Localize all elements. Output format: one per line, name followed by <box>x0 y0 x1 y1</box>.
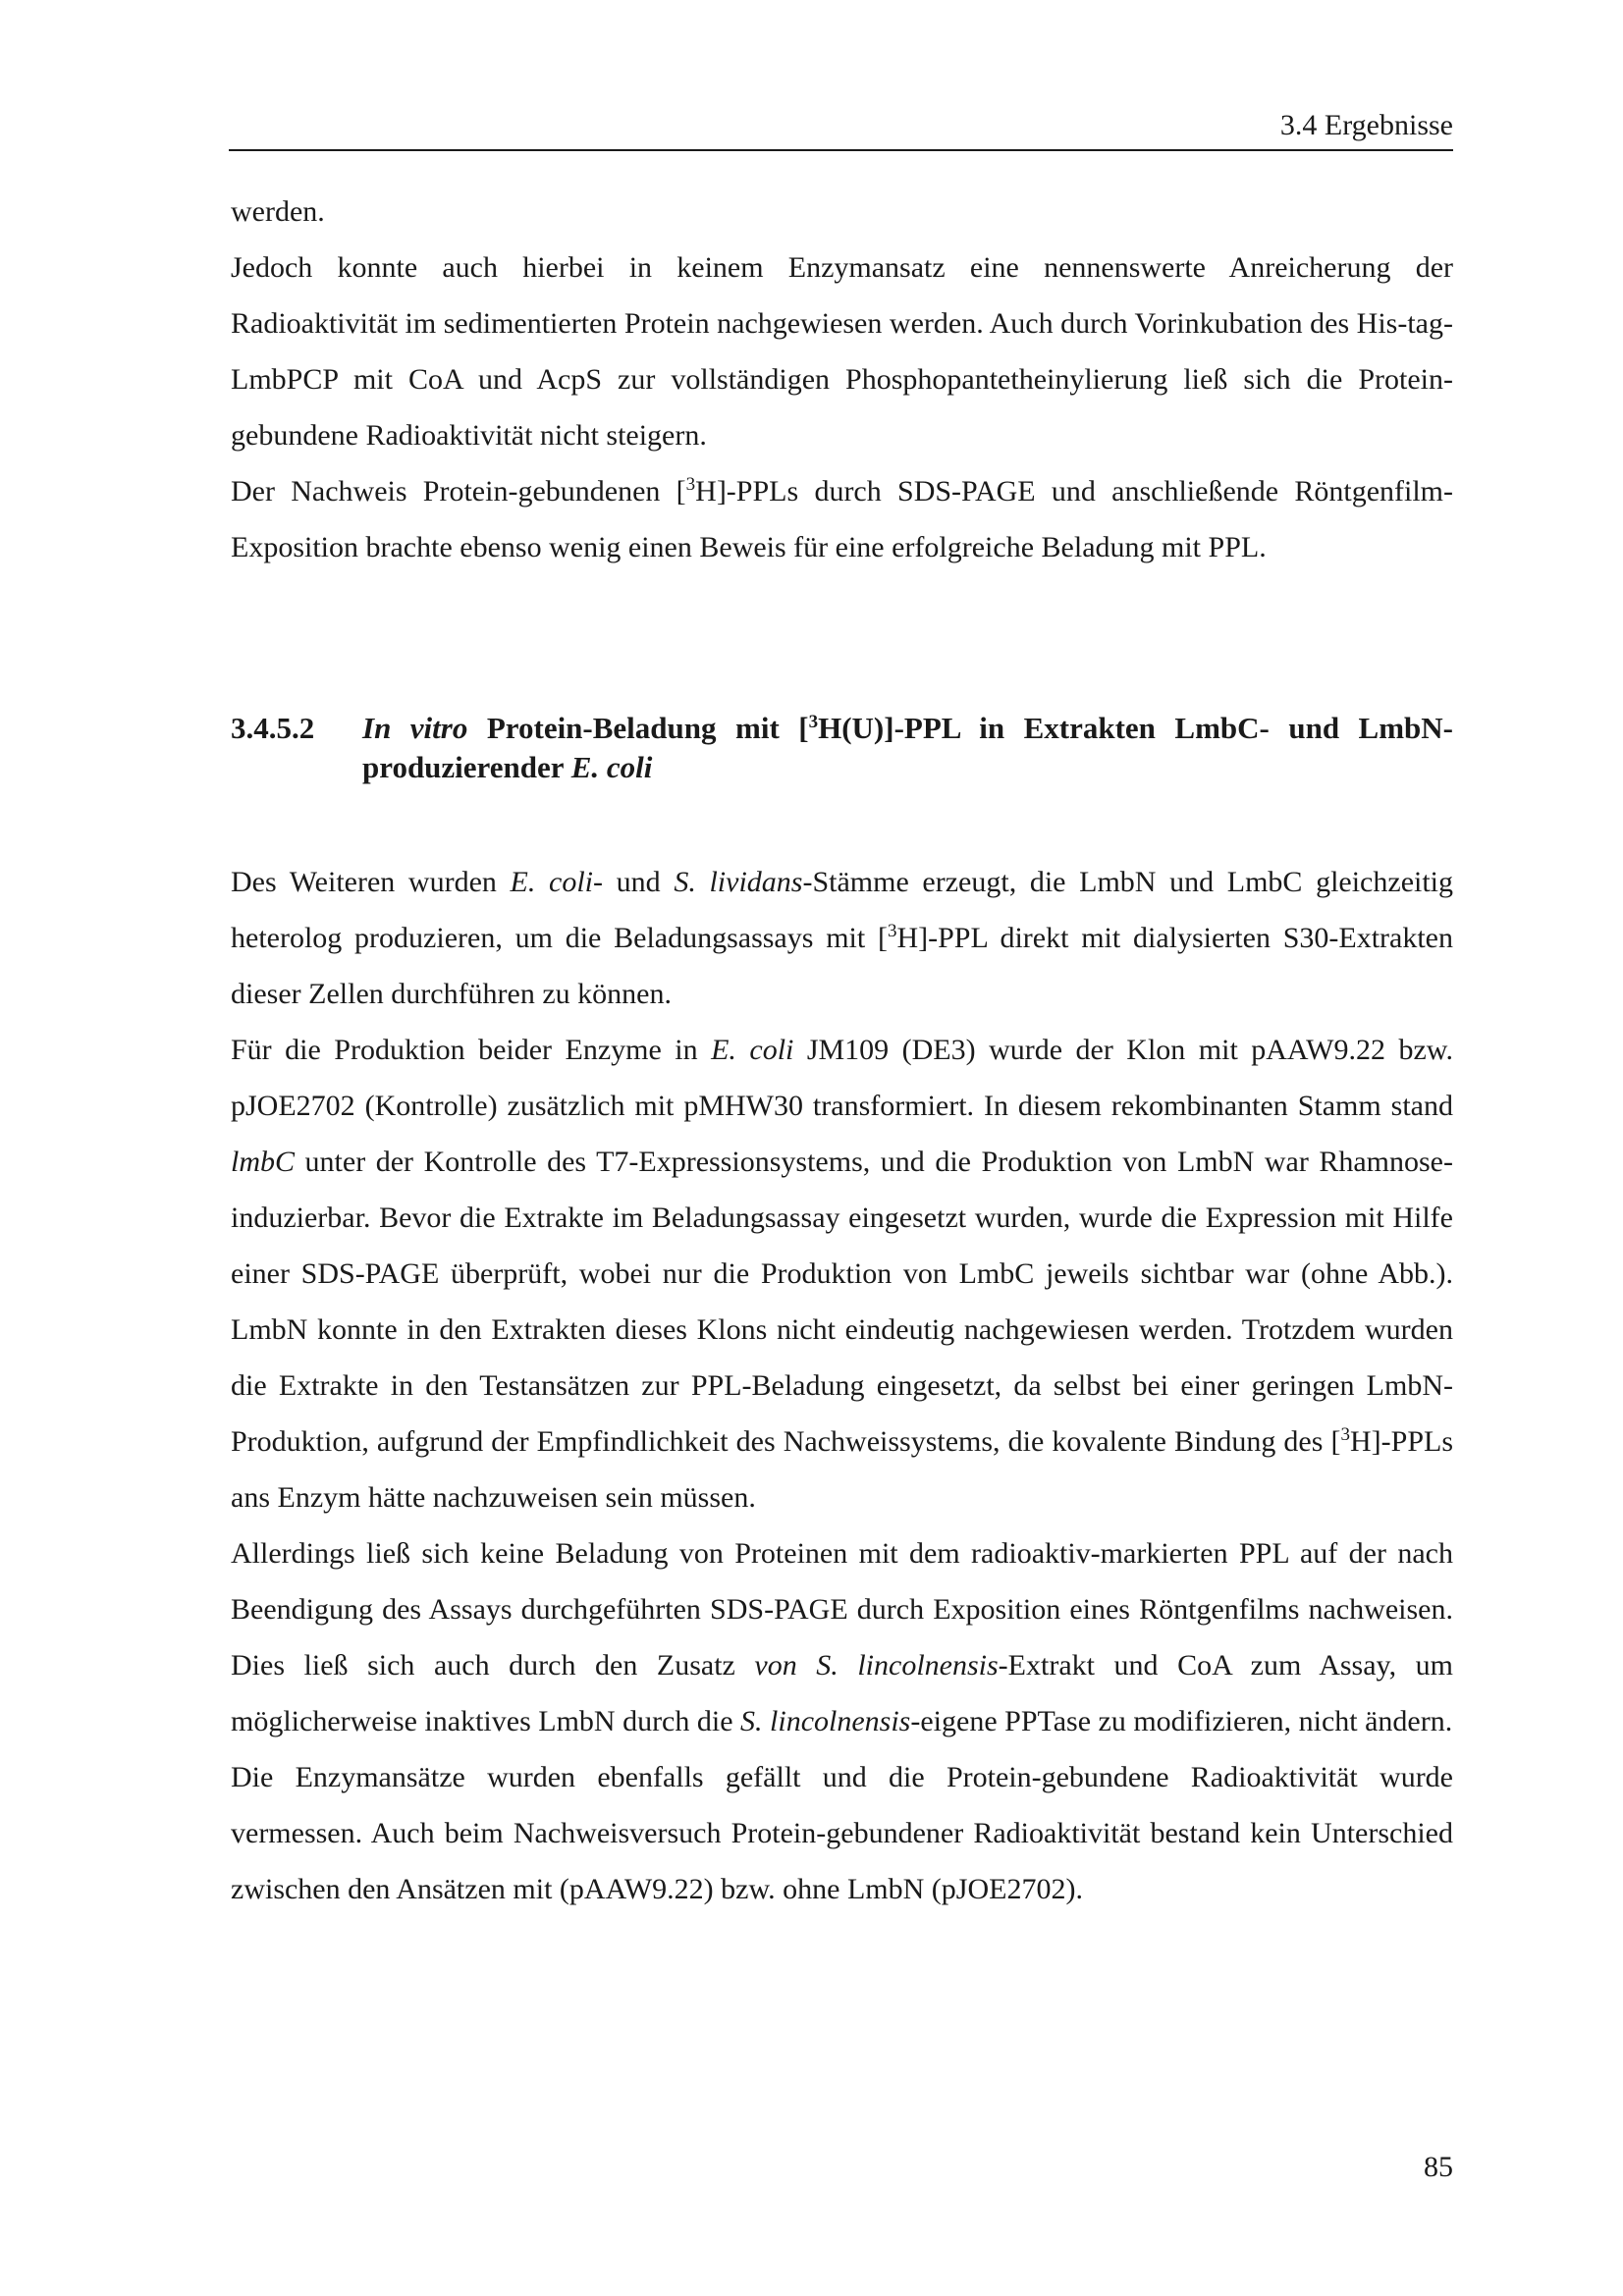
paragraph-allerdings: Allerdings ließ sich keine Beladung von Proteinen mit dem radioaktiv-markierten PPL auf der nach Beendigung des Assays durchgeführten SDS-PAGE durch Exposition eines Röntgenfilms nachweisen. Dies ließ sich auch durch den Zusatz von S. lincolnensis-Extrakt und CoA zum Assay, um möglicherweise inaktives LmbN durch die S. lincolnensis-eigene PPTase zu modifizieren, nicht ändern. <box>231 1537 1453 1737</box>
paragraph-werden: werden. <box>231 195 325 228</box>
text-block-lower <box>231 854 1453 1917</box>
paragraph-enzymansaetze: Die Enzymansätze wurden ebenfalls gefällt und die Protein-gebundene Radioaktivität wurde vermessen. Auch beim Nachweisversuch Protein-gebundener Radioaktivität bestand kein Unterschied zwischen den Ansätzen mit (pAAW9.22) bzw. ohne LmbN (pJOE2702). <box>231 1761 1453 1905</box>
section-number: 3.4.5.2 <box>231 711 315 745</box>
section-heading <box>231 709 1453 787</box>
paragraph-jedoch: Jedoch konnte auch hierbei in keinem Enzymansatz eine nennenswerte Anreicherung der Radioaktivität im sedimentierten Protein nachgewiesen werden. Auch durch Vorinkubation des His-tag-LmbPCP mit CoA und AcpS zur vollständigen Phosphopantetheinylierung ließ sich die Protein-gebundene Radioaktivität nicht steigern. <box>231 251 1453 452</box>
paragraph-nachweis: Der Nachweis Protein-gebundenen [$^3$H]-PPLs durch SDS-PAGE und anschließende Röntgenfilm-Exposition brachte ebenso wenig einen Beweis für eine erfolgreiche Beladung mit PPL. <box>231 474 1454 563</box>
paragraph-produktion: Für die Produktion beider Enzyme in E. coli JM109 (DE3) wurde der Klon mit pAAW9.22 bzw. pJOE2702 (Kontrolle) zusätzlich mit pMHW30 transformiert. In diesem rekombinanten Stamm stand lmbC unter der Kontrolle des T7-Expressionsystems, und die Produktion von LmbN war Rhamnose-induzierbar. Bevor die Extrakte im Beladungsassay eingesetzt wurden, wurde die Expression mit Hilfe einer SDS-PAGE überprüft, wobei nur die Produktion von LmbC jeweils sichtbar war (ohne Abb.). LmbN konnte in den Extrakten dieses Klons nicht eindeutig nachgewiesen werden. Trotzdem wurden die Extrakte in den Testansätzen zur PPL-Beladung eingesetzt, da selbst bei einer geringen LmbN-Produktion, aufgrund der Empfindlichkeit des Nachweissystems, die kovalente Bindung des [$^3$H]-PPLs ans Enzym hätte nachzuweisen sein müssen. <box>231 1034 1453 1514</box>
running-header <box>229 102 1453 151</box>
section-title: In vitro Protein-Beladung mit [$^3$H(U)]-PPL in Extrakten LmbC- und LmbN-produzierender E. coli <box>362 711 1454 784</box>
page-number: 85 <box>1424 2151 1453 2183</box>
header-section-title: 3.4 Ergebnisse <box>1279 109 1453 141</box>
text-block-upper <box>231 184 1453 575</box>
paragraph-des-weiteren: Des Weiteren wurden E. coli- und S. lividans-Stämme erzeugt, die LmbN und LmbC gleichzeitig heterolog produzieren, um die Beladungsassays mit [$^3$H]-PPL direkt mit dialysierten S30-Extrakten dieser Zellen durchführen zu können. <box>231 866 1454 1010</box>
